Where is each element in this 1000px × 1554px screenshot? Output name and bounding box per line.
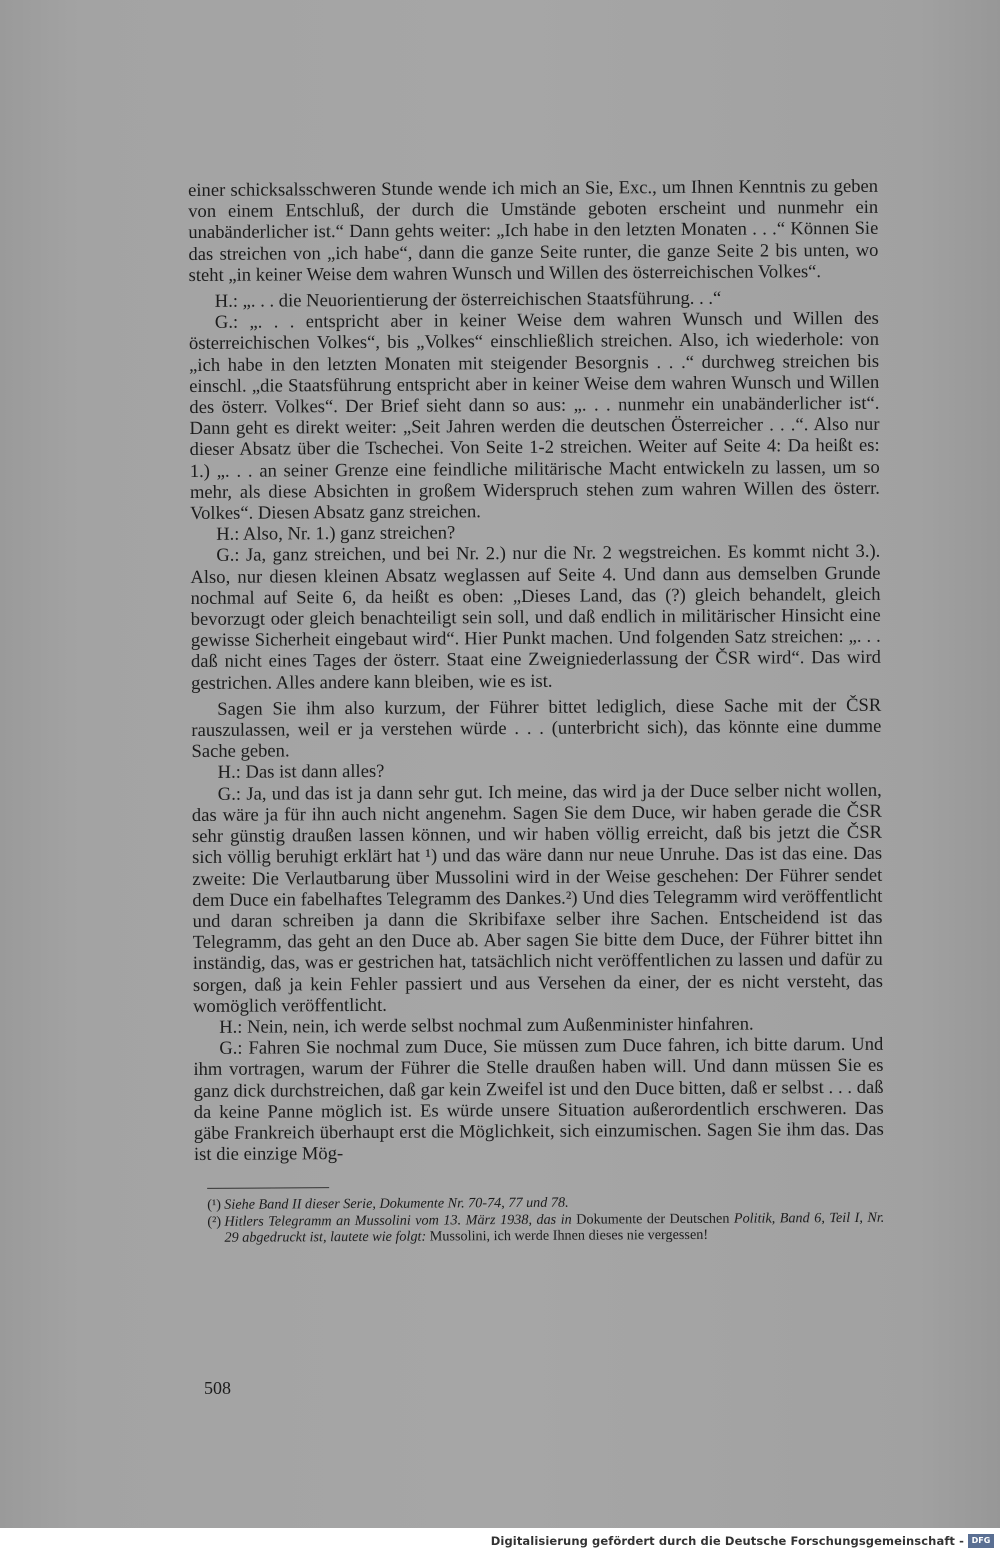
footnote-text: Politik, Band 6, Teil I, Nr. 29 abgedruckt ist, lautete wie folgt: (224, 1209, 885, 1246)
paragraph: H.: Das ist dann alles? (217, 761, 385, 784)
dfg-logo-icon: DFG (968, 1534, 994, 1548)
funding-footer (0, 1528, 1000, 1554)
footnote-divider (207, 1188, 329, 1190)
footnote-number: (²) (207, 1213, 222, 1230)
paragraph: einer schicksalsschweren Stunde wende ich mich an Sie, Exc., um Ihnen Kenntnis zu geben von einem Entschluß, der durch die Umstände geboten erscheint und nunmehr ein unabänderlicher ist.“ Dann gehts weiter: „Ich habe in den letzten Monaten . . .“ Können Sie das streichen von „ich habe“, dann die ganze Seite runter, die ganze Seite 2 bis unten, wo steht „in keiner Weise dem wahren Wunsch und Willen des österreichischen Volkes“. (188, 175, 879, 286)
paragraph: G.: „. . . entspricht aber in keiner Weise dem wahren Wunsch und Willen des österreichischen Volkes“, bis „Volkes“ einschließlich streichen. Also, ich wiederhole: von „ich habe in den letzten Monaten mit steigender Besorgnis . . .“ durchweg streichen bis einschl. „die Staatsführung entspricht aber in keiner Weise dem wahren Wunsch und Willen des österr. Volkes“. Der Brief sieht dann so aus: „. . . nunmehr ein unabänderlicher ist“. Dann geht es direkt weiter: „Seit Jahren werden die deutschen Österreicher . . .“. Also nur dieser Absatz über die Tschechei. Von Seite 1-2 streichen. Weiter auf Seite 4: Da heißt es: 1.) „. . . an seiner Grenze eine feindliche militärische Macht entwickeln zu lassen, um so mehr, als diese Absichten in großem Widerspruch stehen zum wahren Willen des österr. Volkes“. Diesen Absatz ganz streichen. (188, 308, 880, 525)
footnote-number: (¹) (207, 1197, 222, 1214)
footnote-text-roman: Dokumente der Deutschen (576, 1210, 730, 1228)
paragraph: G.: Fahren Sie nochmal zum Duce, Sie müssen zum Duce fahren, ich bitte darum. Und ihm vortragen, warum der Führer die Stelle draußen haben will. Und dann müssen Sie es ganz dick durchstreichen, daß gar kein Zweifel ist und den Duce bitten, daß er selbst . . . daß da keine Panne möglich ist. Es würde unsere Situation außerordentlich erschweren. Das gäbe Frankreich überhaupt erst die Möglichkeit, sich einzumischen. Sagen Sie ihm das. Das ist die einzige Mög- (193, 1033, 884, 1166)
footnote-text: Siehe Band II dieser Serie, Dokumente Nr. 70-74, 77 und 78. (224, 1195, 569, 1214)
footnote-text-roman: Mussolini, ich werde Ihnen dieses nie vergessen! (429, 1226, 709, 1245)
page-content (188, 176, 884, 1246)
footnote-text: Hitlers Telegramm an Mussolini vom 13. März 1938, das in (224, 1211, 577, 1230)
footnote (194, 1209, 884, 1246)
paragraph: H.: „. . . die Neuorientierung der österreichischen Staatsführung. . .“ (214, 287, 722, 312)
paragraph: H.: Nein, nein, ich werde selbst nochmal zum Außenminister hinfahren. (219, 1013, 754, 1038)
main-text (188, 176, 884, 1166)
paragraph: G.: Ja, ganz streichen, und bei Nr. 2.) nur die Nr. 2 wegstreichen. Es kommt nicht 3.). Also, nur diesen kleinen Absatz weglassen auf Seite 4. Und dann aus demselben Grunde nochmal auf Seite 6, da heißt es oben: „Dieses Land, das (?) gleich behandelt, gleich bevorzugt oder gleich benachteiligt sein soll, und daß endlich in militärischer Hinsicht eine gewisse Sicherheit eingebaut wird“. Hier Punkt machen. Und folgenden Satz streichen: „. . . daß nicht eines Tages der österr. Staat eine Zweigniederlassung der ČSR wird“. Das wird gestrichen. Alles andere kann bleiben, wie es ist. (190, 541, 881, 694)
footer-text: Digitalisierung gefördert durch die Deutsche Forschungsgemeinschaft - (490, 1534, 964, 1548)
paragraph: Sagen Sie ihm also kurzum, der Führer bittet lediglich, diese Sache mit der ČSR rauszulassen, weil er ja verstehen würde . . . (unterbricht sich), das könnte eine dumme Sache geben. (191, 694, 882, 763)
paragraph: G.: Ja, und das ist ja dann sehr gut. Ich meine, das wird ja der Duce selber nicht wollen, das wäre ja für ihn auch nicht angenehm. Sagen Sie dem Duce, wir haben gerade die ČSR sehr günstig draußen lassen können, und wir haben völlig erreicht, daß bis jetzt die ČSR sich völlig beruhigt erklärt hat ¹) und das wäre dann nur neue Unruhe. Das ist das eine. Das zweite: Die Verlautbarung über Mussolini wird in der Weise geschehen: Der Führer sendet dem Duce ein fabelhaftes Telegramm des Dankes.²) Und dies Telegramm wird veröffentlicht und daran schreiben ja dann die Skribifaxe selber ihre Sachen. Entscheidend ist das Telegramm, das geht an den Duce ab. Aber sagen Sie bitte dem Duce, der Führer bittet ihn inständig, das, was er gestrichen hat, tatsächlich nicht veröffentlichen zu lassen und dafür zu sorgen, daß ja kein Fehler passiert und aus Versehen da einer, der es nicht versteht, das womöglich veröffentlicht. (191, 779, 883, 1017)
paragraph: H.: Also, Nr. 1.) ganz streichen? (216, 522, 456, 546)
page-number: 508 (204, 1378, 231, 1398)
